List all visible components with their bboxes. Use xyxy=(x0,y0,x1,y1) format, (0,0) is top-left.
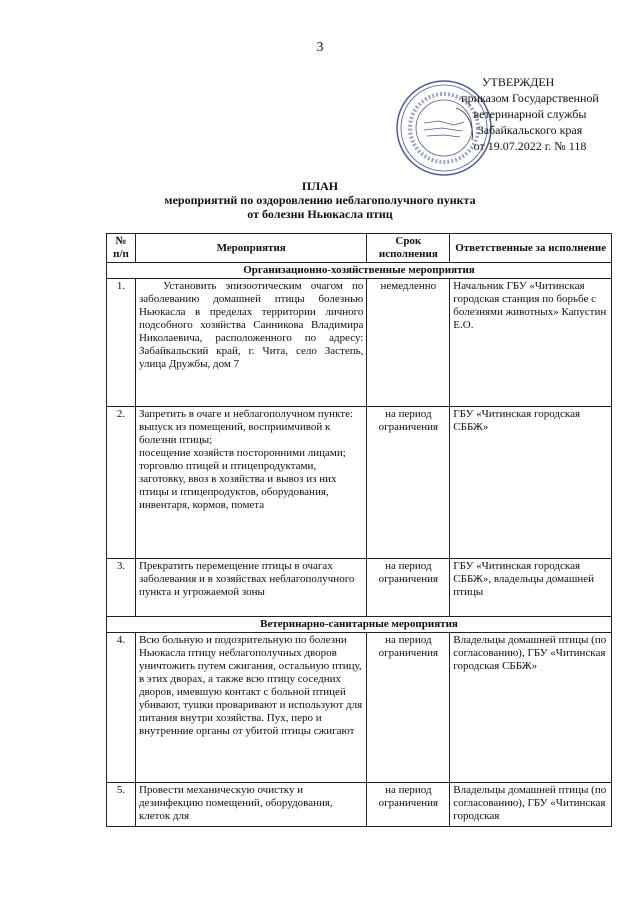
row-num: 1. xyxy=(107,279,136,407)
row-deadline: на период ограничения xyxy=(367,407,450,559)
table-row xyxy=(107,559,612,617)
approval-line: Забайкальского края xyxy=(477,123,583,137)
row-responsible: ГБУ «Читинская городская СББЖ», владельцы домашней птицы xyxy=(450,559,612,617)
approval-line: приказом Государственной xyxy=(461,91,599,105)
row-num: 4. xyxy=(107,633,136,783)
header-deadline: Срок исполнения xyxy=(367,234,450,263)
approval-title: УТВЕРЖДЕН xyxy=(482,75,555,89)
row-responsible: Владельцы домашней птицы (по согласованию), ГБУ «Читинская городская xyxy=(450,783,612,827)
page-number: 3 xyxy=(316,40,324,55)
row-responsible: Начальник ГБУ «Читинская городская станция по борьбе с болезнями животных» Капустин Е.О. xyxy=(450,279,612,407)
approval-block xyxy=(430,74,630,154)
document-heading xyxy=(0,179,640,221)
row-deadline: на период ограничения xyxy=(367,559,450,617)
row-deadline: на период ограничения xyxy=(367,633,450,783)
document-subtitle: от болезни Ньюкасла птиц xyxy=(247,207,393,221)
table-row xyxy=(107,279,612,407)
row-measure: Провести механическую очистку и дезинфекцию помещений, оборудования, клеток для xyxy=(135,783,366,827)
row-num: 5. xyxy=(107,783,136,827)
document-title: ПЛАН xyxy=(301,179,339,193)
plan-table xyxy=(106,233,612,827)
approval-line: от 19.07.2022 г. № 118 xyxy=(473,139,587,153)
table-header-row xyxy=(107,234,612,263)
table-row xyxy=(107,633,612,783)
row-deadline: на период ограничения xyxy=(367,783,450,827)
row-responsible: Владельцы домашней птицы (по согласованию), ГБУ «Читинская городская СББЖ» xyxy=(450,633,612,783)
section-title: Организационно-хозяйственные мероприятия xyxy=(107,263,612,279)
row-num: 3. xyxy=(107,559,136,617)
row-measure: Установить эпизоотическим очагом по заболеванию домашней птицы болезнью Ньюкасла в пределах территории личного подсобного хозяйства Санникова Владимира Николаевича, расположенного по адресу: Забайкальский край, г. Чита, село Застепь, улица Дружбы, дом 7 xyxy=(135,279,366,407)
document-subtitle: мероприятий по оздоровлению неблагополучного пункта xyxy=(164,193,476,207)
section-row xyxy=(107,617,612,633)
section-title: Ветеринарно-санитарные мероприятия xyxy=(107,617,612,633)
section-row xyxy=(107,263,612,279)
header-measures: Мероприятия xyxy=(135,234,366,263)
header-num: № п/п xyxy=(107,234,136,263)
row-measure: Прекратить перемещение птицы в очагах заболевания и в хозяйствах неблагополучного пункта и угрожаемой зоны xyxy=(135,559,366,617)
row-measure: Запретить в очаге и неблагополучном пункте: выпуск из помещений, восприимчивой к болезни птицы; посещение хозяйств посторонними лицами; торговлю птицей и птицепродуктами, заготовку, ввоз в хозяйства и вывоз из них птицы и птицепродуктов, оборудования, инвентаря, кормов, помета xyxy=(135,407,366,559)
row-responsible: ГБУ «Читинская городская СББЖ» xyxy=(450,407,612,559)
row-num: 2. xyxy=(107,407,136,559)
table-row xyxy=(107,783,612,827)
row-measure: Всю больную и подозрительную по болезни Ньюкасла птицу неблагополучных дворов уничтожить путем сжигания, остальную птицу, в этих дворах, а также всю птицу соседних дворов, имевшую контакт с больной птицей убивают, тушки проваривают и используют для питания внутри хозяйства. Пух, перо и внутренние органы от убитой птицы сжигают xyxy=(135,633,366,783)
approval-line: ветеринарной службы xyxy=(473,107,587,121)
table-row xyxy=(107,407,612,559)
row-deadline: немедленно xyxy=(367,279,450,407)
header-responsible: Ответственные за исполнение xyxy=(450,234,612,263)
